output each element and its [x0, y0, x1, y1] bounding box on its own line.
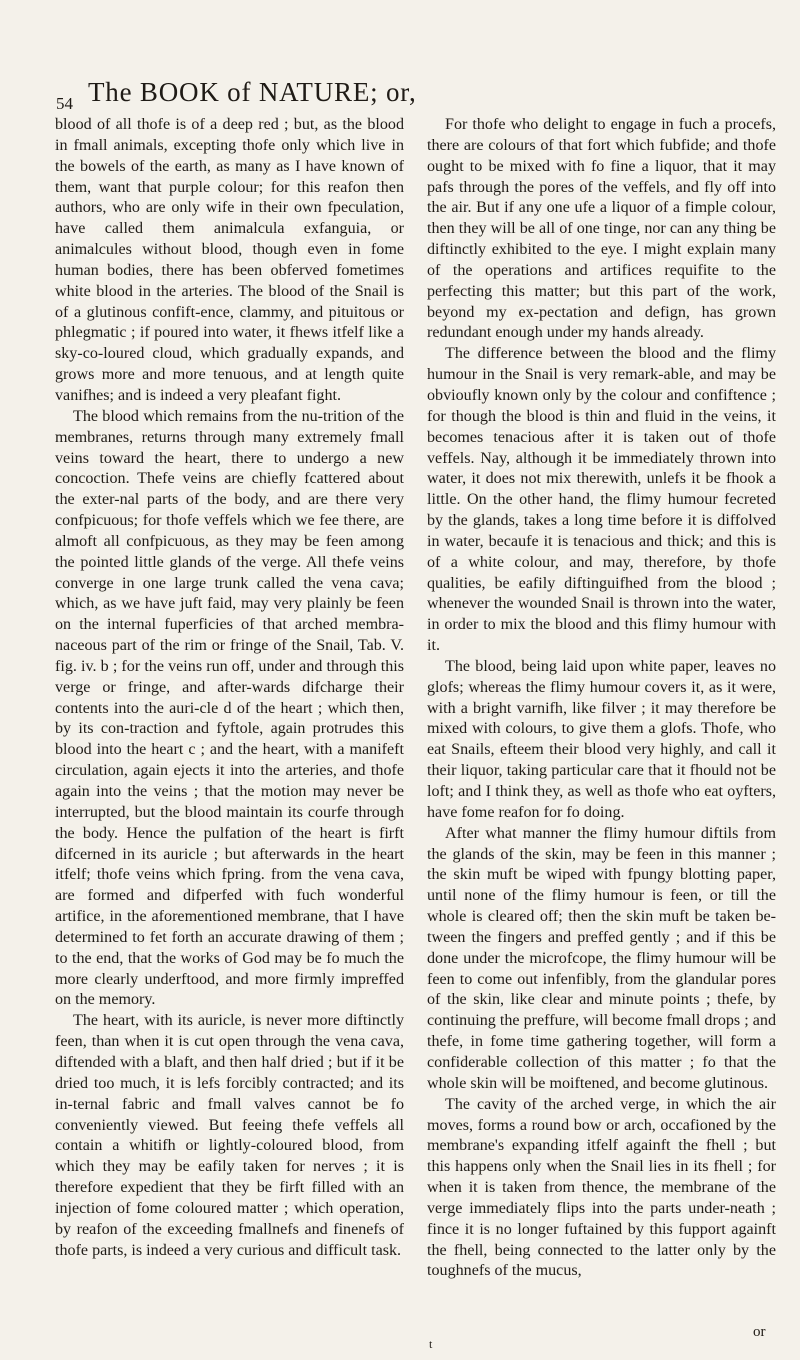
right-paragraph-4: After what manner the flimy humour diftils from the glands of the skin, may be feen in this manner ; the skin muft be wiped with fpungy blotting paper, until none of the flimy humour is feen, or till the whole is cleared off; then the skin muft be taken be-tween the fingers and preffed gently ; and if this be done under the microfcope, the flimy humour will be feen to come out infenfibly, from the glandular pores of the skin, like clear and minute points ; thefe, by continuing the preffure, will become fmall drops ; and thefe, in fome time gathering together, will form a confiderable collection of this matter ; fo that the whole skin will be moiftened, and become glutinous.: [427, 824, 776, 1092]
left-text-column: [55, 115, 404, 1261]
left-paragraph-1: blood of all thofe is of a deep red ; but, as the blood in fmall animals, excepting thofe only which live in the bowels of the earth, as many as I have known of them, want that purple colour; for this reafon then authors, who are only wife in their own fpeculation, have called them animalcula exfanguia, or animalcules without blood, though even in fome human bodies, there has been obferved fometimes white blood in the arteries. The blood of the Snail is of a glutinous confift-ence, clammy, and pituitous or phlegmatic ; if poured into water, it fhews itfelf like a sky-co-loured cloud, which gradually expands, and grows more and more tenuous, and at length quite vanifhes; and is indeed a very pleafant fight.: [55, 116, 404, 404]
left-paragraph-2: The blood which remains from the nu-trition of the membranes, returns through many extremely fmall veins toward the heart, there to undergo a new concoction. Thefe veins are chiefly fcattered about the exter-nal parts of the body, and are there very confpicuous; for thofe veffels which we fee there, are almoft all confpicuous, as they may be feen among the pointed little glands of the verge. All thefe veins converge in one large trunk called the vena cava; which, as we have juft faid, may very plainly be feen on the internal fuperficies of that arched membra-naceous part of the rim or fringe of the Snail, Tab. V. fig. iv. b ; for the veins run off, under and through this verge or fringe, and after-wards difcharge their contents into the auri-cle d of the heart ; which then, by its con-traction and fyftole, again protrudes this blood into the heart c ; and the heart, with a manifeft circulation, again ejects it into the arteries, and thofe again into the veins ; that the motion may never be interrupted, but the blood maintain its courfe through the body. Hence the pulfation of the heart is firft difcerned in its auricle ; but afterwards in the heart itfelf; thofe veins which fpring. from the vena cava, are formed and difperfed with fuch wonderful artifice, in the aforementioned membrane, that I have determined to fet forth an accurate drawing of them ; to the end, that the works of God may be fo much the more clearly underftood, and more firmly impreffed on the memory.: [55, 407, 404, 1009]
right-paragraph-2: The difference between the blood and the flimy humour in the Snail is very remark-able, and may be obvioufly known only by the colour and confiftence ; for though the blood is thin and fluid in the veins, it becomes tenacious after it is taken out of thofe veffels. Nay, although it be immediately thrown into water, it does not mix therewith, unlefs it be fhook a little. On the other hand, the flimy humour fecreted by the glands, takes a long time before it is diffolved in water, becaufe it is tenacious and thick; and this is of a white colour, and may, therefore, by thofe qualities, be eafily diftinguifhed from the blood ; whenever the wounded Snail is thrown into the water, in order to mix the blood and this flimy humour with it.: [427, 345, 776, 655]
catchword: or: [753, 1324, 766, 1340]
page-number: 54: [56, 94, 73, 113]
running-head: The BOOK of NATURE; or,: [88, 77, 417, 107]
right-text-column: [427, 115, 776, 1282]
right-paragraph-1: For thofe who delight to engage in fuch a procefs, there are colours of that fort which fubfide; and thofe ought to be mixed with fo fine a liquor, that it may pafs through the pores of the veffels, and fly off into the air. But if any one ufe a liquor of a fimple colour, then they will be all of one tinge, nor can any thing be diftinctly exhibited to the eye. I might explain many of the operations and artifices requifite to the perfecting this matter; but this part of the work, beyond my ex-pectation and defign, has grown redundant enough under my hands already.: [427, 116, 776, 342]
right-paragraph-5: The cavity of the arched verge, in which the air moves, forms a round bow or arch, occafioned by the membrane's expanding itfelf againft the fhell ; but this happens only when the Snail lies in its fhell ; for when it is taken from thence, the membrane of the verge immediately flips into the parts under-neath ; fince it is no longer fuftained by this fupport againft the fhell, being connected to the latter only by the toughnefs of the mucus,: [427, 1095, 776, 1280]
signature-mark: t: [429, 1337, 433, 1351]
left-paragraph-3: The heart, with its auricle, is never more diftinctly feen, than when it is cut open through the vena cava, diftended with a blaft, and then half dried ; but if it be dried too much, it is lefs forcibly contracted; and its in-ternal fabric and fmall valves cannot be fo conveniently viewed. But feeing thefe veffels all contain a whitifh or lightly-coloured blood, from which they may be eafily taken for nerves ; it is therefore expedient that they be firft filled with an injection of fome coloured matter ; which operation, by reafon of the exceeding fmallnefs and finenefs of thofe parts, is indeed a very curious and difficult task.: [55, 1012, 404, 1259]
right-paragraph-3: The blood, being laid upon white paper, leaves no glofs; whereas the flimy humour covers it, as it were, with a bright varnifh, like filver ; it may therefore be mixed with colours, to give them a glofs. Thofe, who eat Snails, efteem their blood very highly, and call it their liquor, taking particular care that it fhould not be loft; and I think they, as well as thofe who eat oyfters, have fome reafon for fo doing.: [427, 657, 776, 821]
